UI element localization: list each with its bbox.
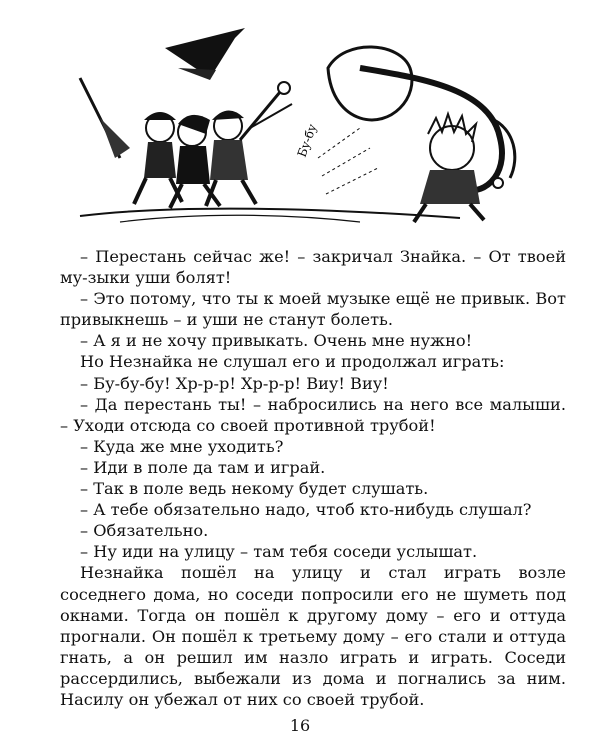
paragraph: – Так в поле ведь некому будет слушать. (80, 479, 429, 499)
paragraph: Но Незнайка не слушал его и продолжал играть: (80, 352, 505, 372)
page-number: 16 (289, 716, 311, 735)
paragraph: – А я и не хочу привыкать. Очень мне нужно! (80, 331, 473, 351)
paragraph: – Обязательно. (80, 521, 209, 541)
paragraph: – Да перестань ты! – набросились на него все малыши. – Уходи отсюда со своей противной трубой! (60, 394, 566, 435)
paragraph: – Ну иди на улицу – там тебя соседи услышат. (80, 542, 478, 562)
trumpet-icon (328, 47, 515, 191)
story-text (60, 246, 566, 710)
paragraph: – Это потому, что ты к моей музыке ещё не привык. Вот привыкнешь – и уши не станут болеть. (60, 289, 566, 330)
paragraph: – Перестань сейчас же! – закричал Знайка. – От твоей му-зыки уши болят! (60, 247, 566, 288)
book-illustration (60, 8, 560, 230)
ground-line (80, 209, 460, 218)
paragraph: – Куда же мне уходить? (80, 436, 284, 456)
paragraph: – Иди в поле да там и играй. (80, 457, 326, 477)
running-children-icon (134, 82, 292, 208)
paragraph: Незнайка пошёл на улицу и стал играть возле соседнего дома, но соседи попросили его не шуметь под окнами. Тогда он пошёл к другому дому – его и оттуда прогнали. Он пошёл к третьему дому – его стали и оттуда гнать, а он решил им назло играть и играть. Соседи рассердились, выбежали из дома и погнались за ним. Насилу он убежал от них со своей трубой. (60, 563, 566, 709)
sound-effect-text: Бу-бу (294, 122, 320, 160)
musician-icon (414, 114, 484, 222)
paragraph: – А тебе обязательно надо, чтоб кто-нибудь слушал? (80, 500, 532, 520)
paragraph: – Бу-бу-бу! Хр-р-р! Хр-р-р! Виу! Виу! (80, 373, 389, 393)
